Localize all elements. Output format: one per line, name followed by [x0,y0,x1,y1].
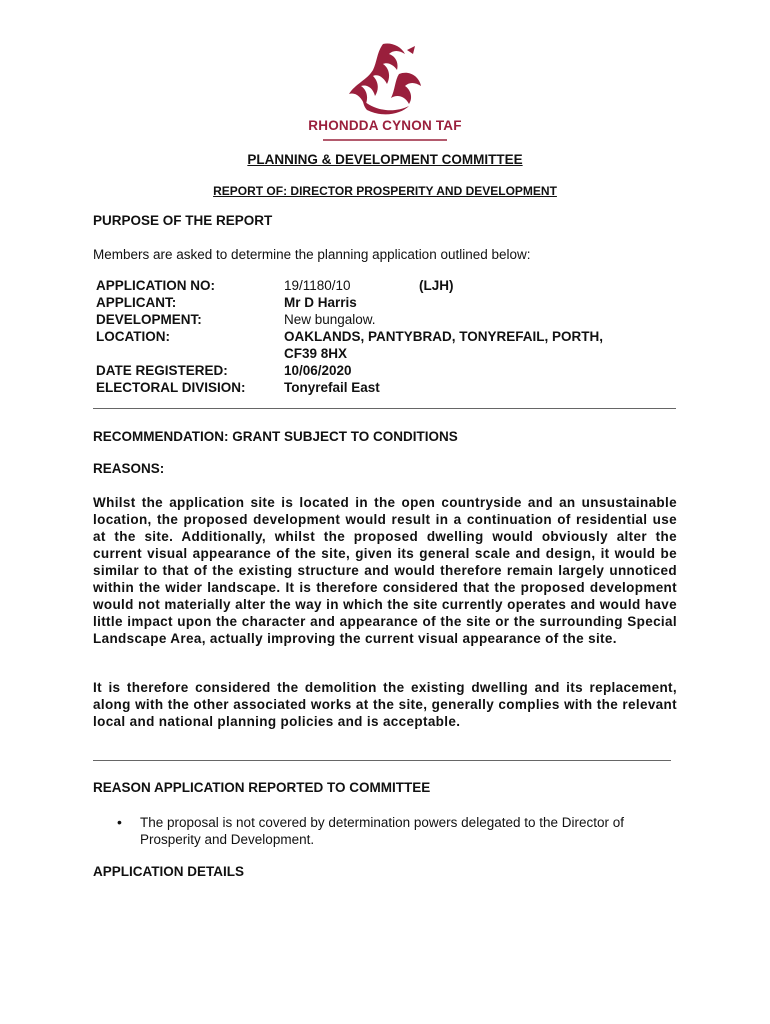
reasons-heading: REASONS: [93,461,165,476]
applicant-value: Mr D Harris [284,295,357,310]
development-label: DEVELOPMENT: [96,312,202,327]
report-title: PLANNING & DEVELOPMENT COMMITTEE [247,152,523,167]
electoral-division-label: ELECTORAL DIVISION: [96,380,246,395]
application-details-heading: APPLICATION DETAILS [93,864,244,879]
application-no-value: 19/1180/10 [284,278,351,293]
application-no-label: APPLICATION NO: [96,278,215,293]
report-subtitle: REPORT OF: DIRECTOR PROSPERITY AND DEVELOPMENT [213,184,557,198]
location-line-1: OAKLANDS, PANTYBRAD, TONYREFAIL, PORTH, [284,329,604,344]
electoral-division-value: Tonyrefail East [284,380,380,395]
development-value: New bungalow. [284,312,376,327]
reasons-paragraph-1: Whilst the application site is located in the open countryside and an unsustainable location, the proposed development would result in a continuation of residential use at the site. Additionally, whilst the proposed dwelling would obviously alter the current visual appearance of the site, given its general scale and design, it would be similar to that of the existing structure and would therefore remain largely unnoticed within the wider landscape. It is therefore considered that the proposed development would not materially alter the way in which the site currently operates and would have little impact upon the character and appearance of the site or the surrounding Special Landscape Area, actually improving the current visual appearance of the site. [93,495,677,646]
date-registered-label: DATE REGISTERED: [96,363,228,378]
dragon-logo-icon [343,40,427,116]
reason-reported-bullet: The proposal is not covered by determination powers delegated to the Director of Prosperity and Development. [140,815,625,847]
bullet-marker: • [117,814,122,830]
location-line-2: CF39 8HX [284,346,348,361]
reason-reported-heading: REASON APPLICATION REPORTED TO COMMITTEE [93,780,431,795]
council-logo [295,40,475,160]
officer-code: (LJH) [419,278,454,293]
divider-1 [93,408,676,409]
divider-2 [93,760,671,761]
logo-wordmark: RHONDDA CYNON TAF [308,118,462,133]
logo-divider [323,139,447,141]
recommendation-heading: RECOMMENDATION: GRANT SUBJECT TO CONDITIONS [93,429,458,444]
purpose-text: Members are asked to determine the planning application outlined below: [93,247,531,262]
purpose-heading: PURPOSE OF THE REPORT [93,213,273,228]
date-registered-value: 10/06/2020 [284,363,352,378]
reasons-paragraph-2: It is therefore considered the demolition the existing dwelling and its replacement, along with the other associated works at the site, generally complies with the relevant local and national planning policies and is acceptable. [93,680,677,729]
applicant-label: APPLICANT: [96,295,177,310]
location-label: LOCATION: [96,329,170,344]
